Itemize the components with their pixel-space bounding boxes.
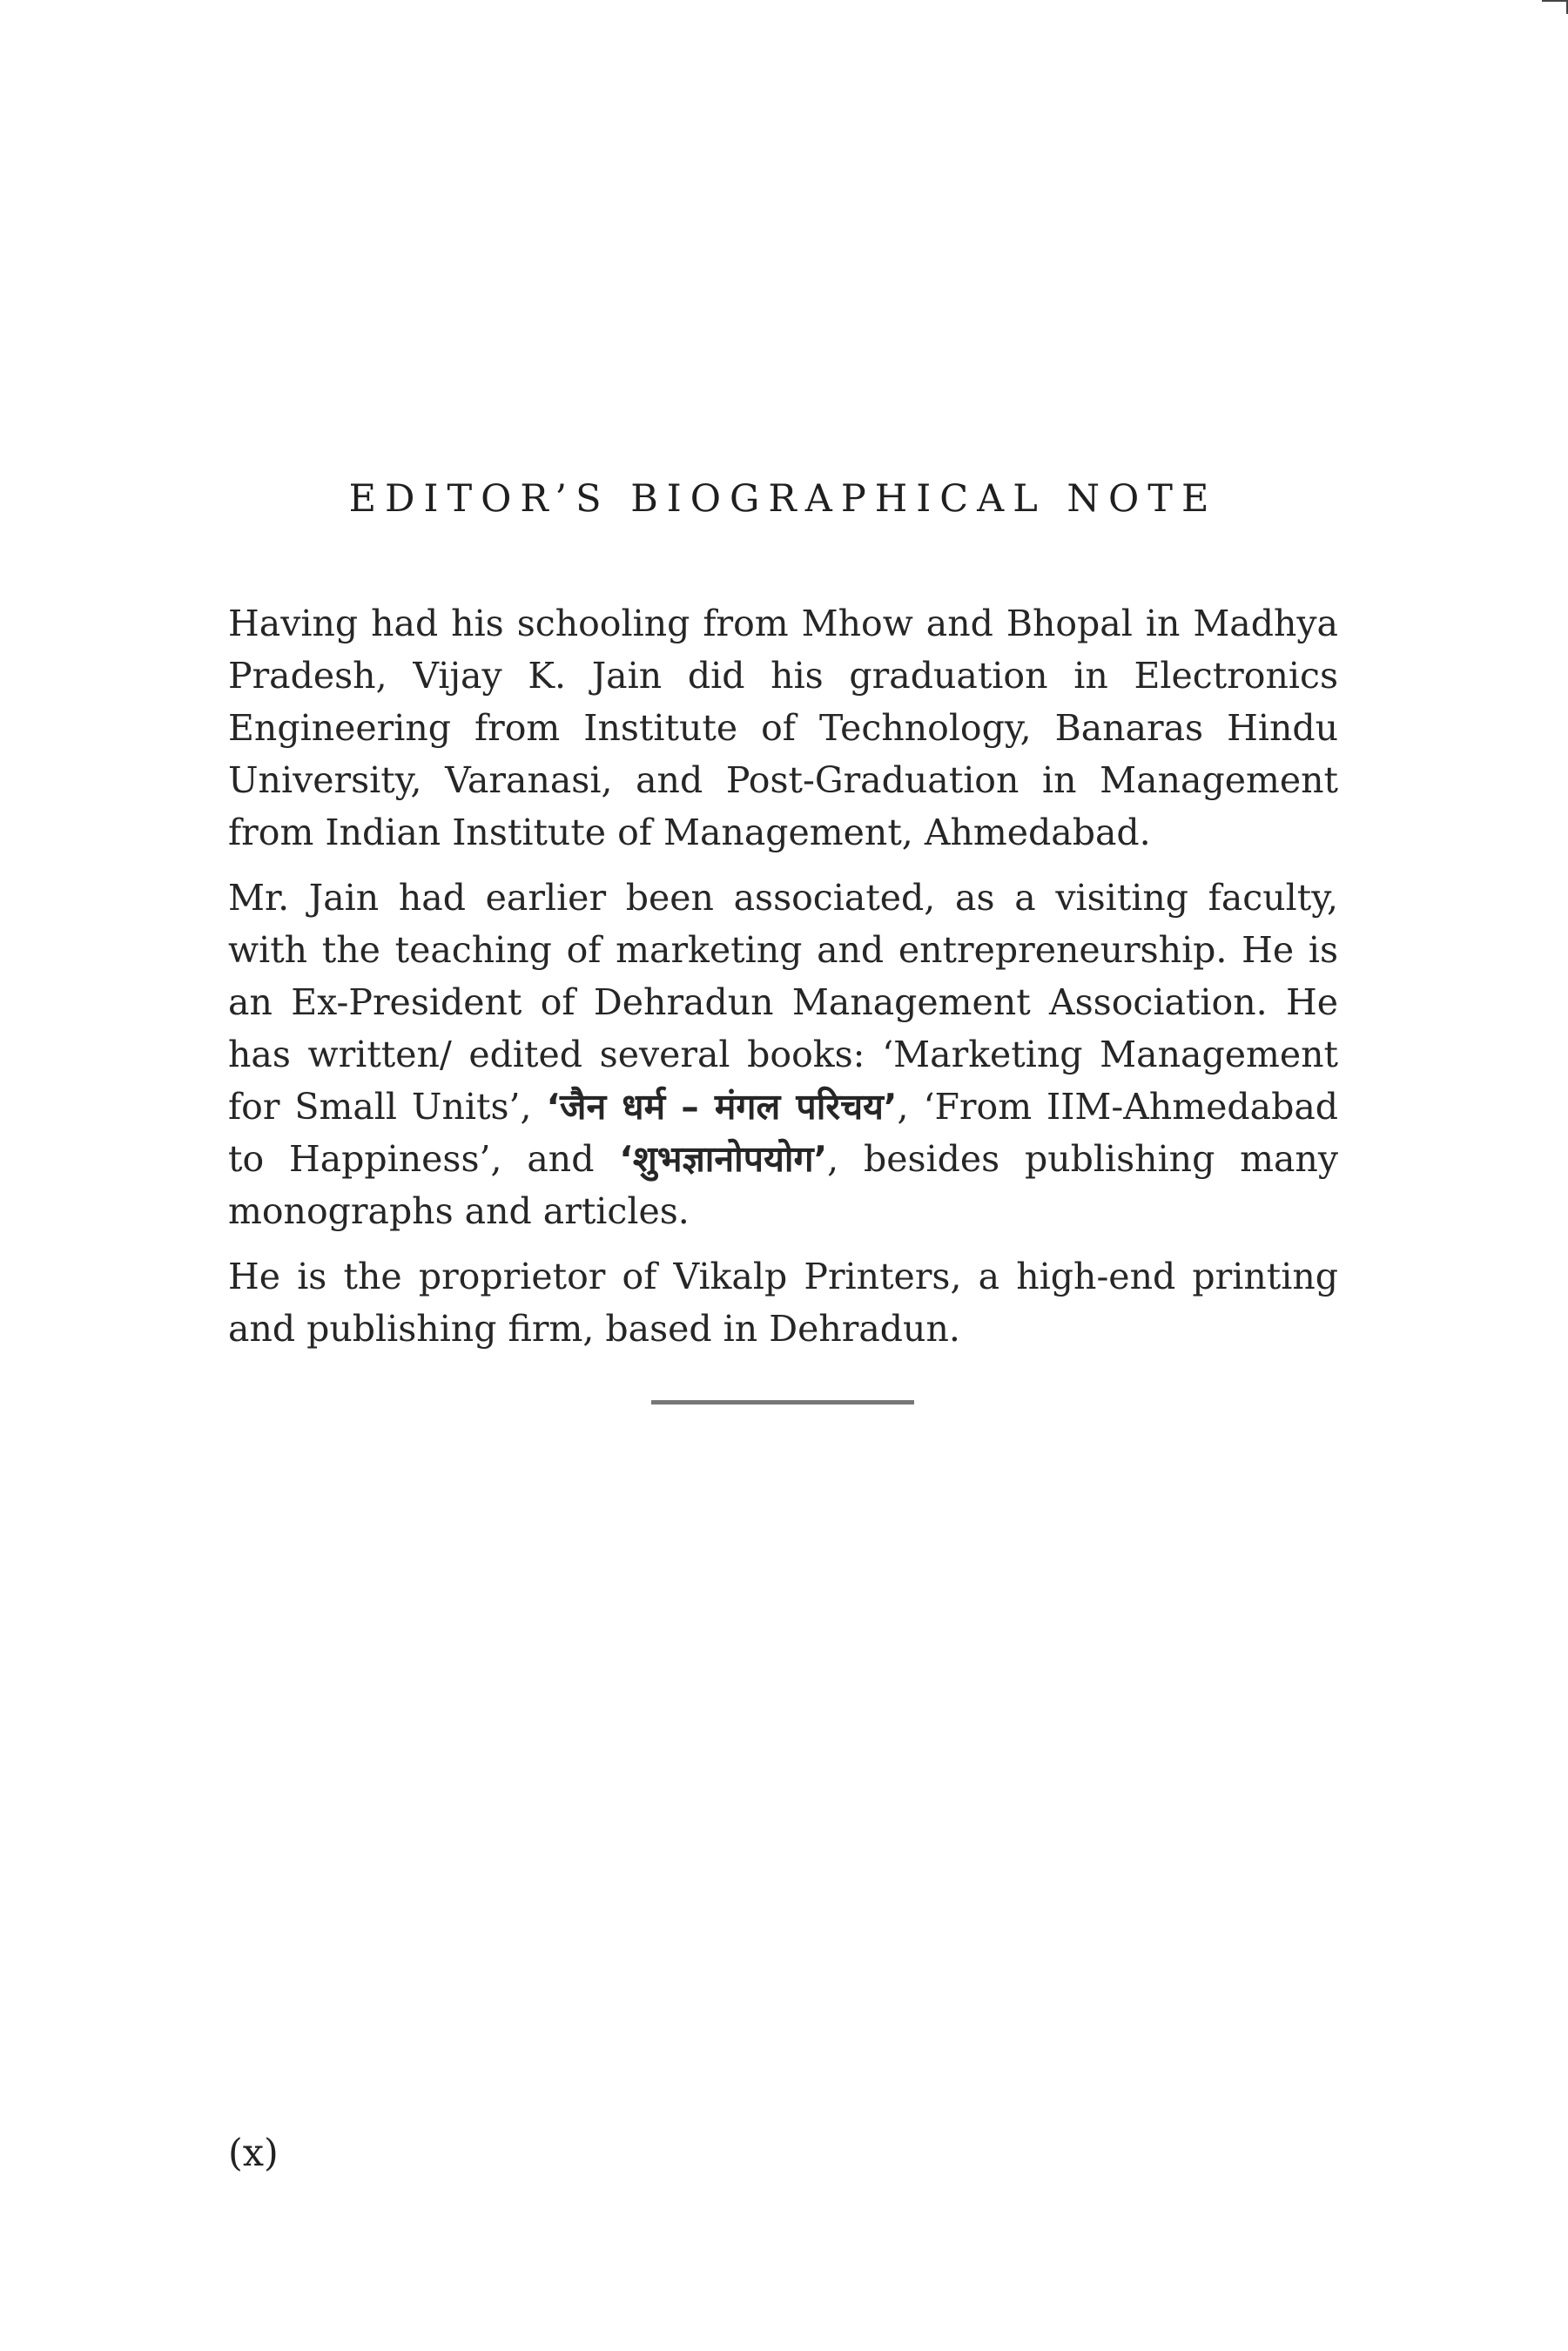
- paragraph-career: [228, 872, 1338, 1237]
- page-title: EDITOR’S BIOGRAPHICAL NOTE: [348, 477, 1218, 521]
- paragraph-business: He is the proprietor of Vikalp Printers, a high-end printing and publishing firm, based in Dehradun.: [228, 1256, 1338, 1350]
- book-title-jain-dharma: ‘जैन धर्म – मंगल परिचय’: [546, 1086, 898, 1128]
- page-number: (x): [228, 2132, 279, 2175]
- crop-mark: [1542, 0, 1568, 14]
- paragraph-career-text-2: , ‘From IIM-Ahmedabad to Happiness’, and: [228, 1086, 1339, 1180]
- biography-body: [228, 597, 1338, 1368]
- book-title-shubhagyanopayoga: ‘शुभज्ञानोपयोग’: [619, 1138, 828, 1180]
- section-divider: [651, 1400, 914, 1405]
- paragraph-education: Having had his schooling from Mhow and Bhopal in Madhya Pradesh, Vijay K. Jain did his graduation in Electronics Engineering from Institute of Technology, Banaras Hindu University, Varanasi, and Post-Graduation in Management from Indian Institute of Management, Ahmedabad.: [228, 603, 1338, 853]
- paragraph-career-text-1: Mr. Jain had earlier been associated, as a visiting faculty, with the teaching of marketing and entrepreneurship. He is an Ex-President of Dehradun Management Association. He has written/ edited several books: ‘Marketing Management for Small Units’,: [228, 877, 1338, 1128]
- paragraph-career-text-3: , besides publishing many monographs and articles.: [228, 1138, 1338, 1232]
